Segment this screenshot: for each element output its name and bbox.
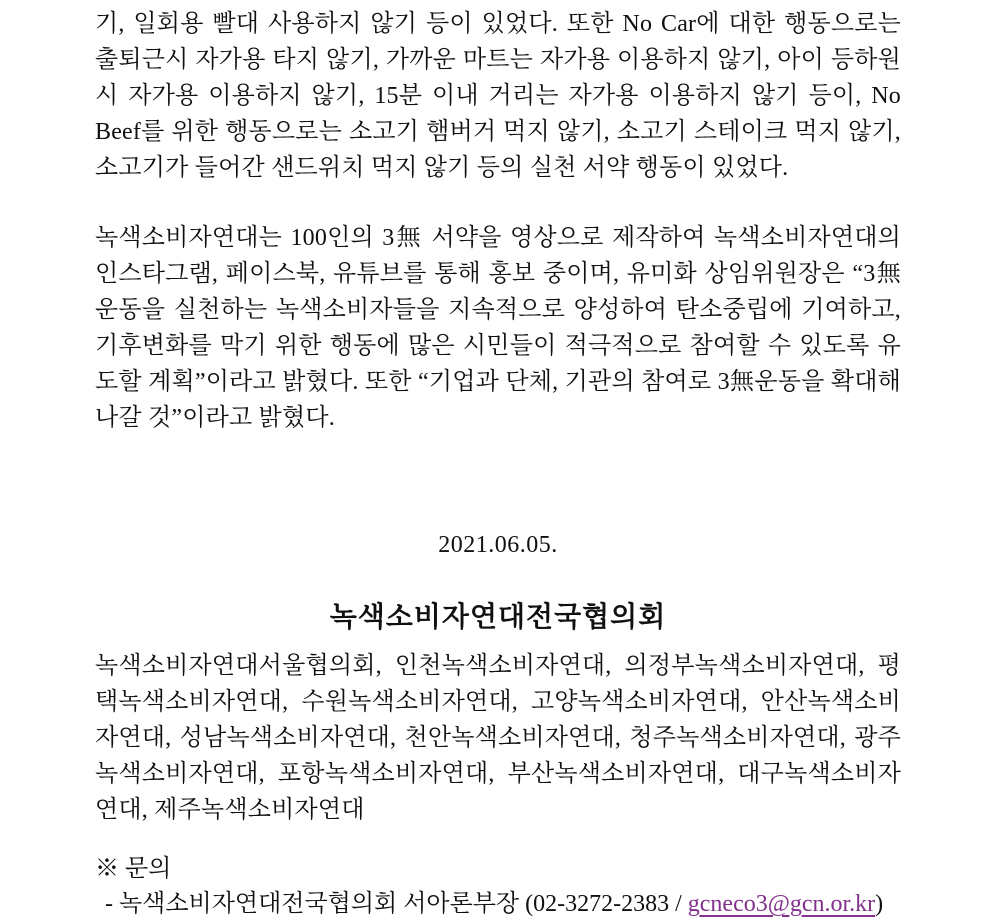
document-date: 2021.06.05. [438,532,558,558]
paragraph-pledge-actions: 기, 일회용 빨대 사용하지 않기 등이 있었다. 또한 No Car에 대한 행동으로는 출퇴근시 자가용 타지 않기, 가까운 마트는 자가용 이용하지 않기, 아이 등하원 시 자가용 이용하지 않기, 15분 이내 거리는 자가용 이용하지 않기 등이, No Beef를 위한 행동으로는 소고기 햄버거 먹지 않기, 소고기 스테이크 먹지 않기, 소고기가 들어간 샌드위치 먹지 않기 등의 실천 서약 행동이 있었다. [95,11,901,181]
paragraph-promotion: 녹색소비자연대는 100인의 3無 서약을 영상으로 제작하여 녹색소비자연대의 인스타그램, 페이스북, 유튜브를 통해 홍보 중이며, 유미화 상임위원장은 “3無 운동을 실천하는 녹색소비자들을 지속적으로 양성하여 탄소중립에 기여하고, 기후변화를 막기 위한 행동에 많은 시민들이 적극적으로 참여할 수 있도록 유도할 계획”이라고 밝혔다. 또한 “기업과 단체, 기관의 참여로 3無운동을 확대해 나갈 것”이라고 밝혔다. [95,225,901,431]
organization-title: 녹색소비자연대전국협의회 [329,601,667,632]
inquiry-contact-suffix: ) [875,891,884,917]
inquiry-contact-line [95,886,901,922]
email-link[interactable]: gcneco3@gcn.or.kr [687,891,876,917]
inquiry-section [95,852,901,922]
inquiry-contact-text: - 녹색소비자연대전국협의회 서아론부장 (02-3272-2383 / [105,891,688,917]
inquiry-label: ※ 문의 [95,856,172,882]
member-organizations-list: 녹색소비자연대서울협의회, 인천녹색소비자연대, 의정부녹색소비자연대, 평택녹색소비자연대, 수원녹색소비자연대, 고양녹색소비자연대, 안산녹색소비자연대, 성남녹색소비자연대, 천안녹색소비자연대, 청주녹색소비자연대, 광주녹색소비자연대, 포항녹색소비자연대, 부산녹색소비자연대, 대구녹색소비자연대, 제주녹색소비자연대 [95,653,901,823]
